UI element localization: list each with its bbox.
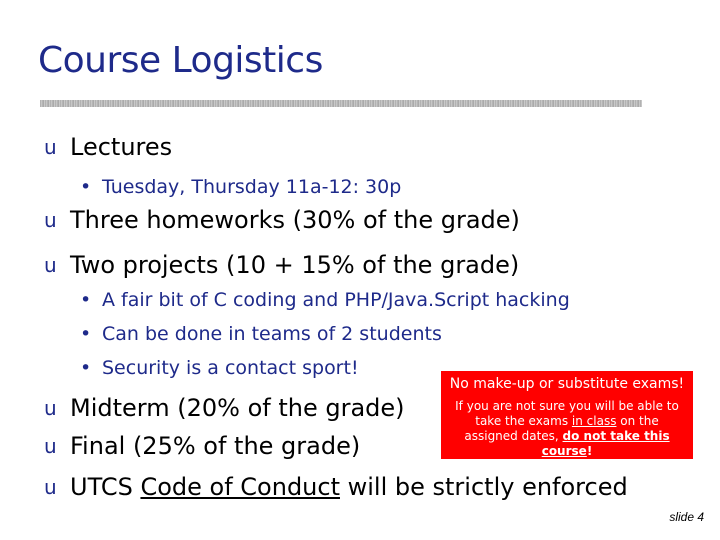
sub-bullet-lectures-text: Tuesday, Thursday 11a-12: 30p	[102, 176, 402, 198]
sub-bullet-dot-icon: •	[80, 357, 92, 379]
slide-title: Course Logistics	[38, 40, 323, 81]
bullet-homeworks	[44, 205, 520, 235]
bullet-icon: u	[44, 208, 57, 232]
sub-bullet-projects-1	[80, 288, 570, 312]
bullet-homeworks-label: Three homeworks (30% of the grade)	[70, 206, 520, 234]
bullet-conduct-prefix: UTCS	[70, 473, 141, 501]
bullet-icon: u	[44, 475, 57, 499]
callout-body	[441, 399, 693, 459]
slide-number: slide 4	[669, 510, 704, 524]
bullet-projects-label: Two projects (10 + 15% of the grade)	[70, 251, 520, 279]
callout-text-in-class: in class	[571, 414, 617, 428]
bullet-icon: u	[44, 396, 57, 420]
sub-bullet-projects-3	[80, 356, 359, 380]
sub-bullet-dot-icon: •	[80, 323, 92, 345]
callout-heading: No make-up or substitute exams!	[449, 376, 685, 392]
title-divider	[40, 100, 642, 107]
sub-bullet-dot-icon: •	[80, 289, 92, 311]
callout-text-a: If you are not sure you will be able to take the exams	[455, 399, 679, 428]
bullet-projects	[44, 250, 519, 280]
sub-bullet-projects-2-text: Can be done in teams of 2 students	[102, 323, 442, 345]
bullet-lectures	[44, 132, 172, 162]
callout-text-c: on the assigned dates,	[464, 414, 659, 443]
sub-bullet-projects-3-text: Security is a contact sport!	[102, 357, 359, 379]
exam-warning-callout	[441, 371, 693, 459]
sub-bullet-projects-1-text: A fair bit of C coding and PHP/Java.Script hacking	[102, 289, 570, 311]
bullet-icon: u	[44, 253, 57, 277]
bullet-lectures-label: Lectures	[70, 133, 173, 161]
bullet-midterm	[44, 393, 405, 423]
code-of-conduct-link[interactable]: Code of Conduct	[140, 473, 340, 501]
bullet-midterm-label: Midterm (20% of the grade)	[70, 394, 405, 422]
bullet-icon: u	[44, 135, 57, 159]
bullet-icon: u	[44, 434, 57, 458]
callout-text-e: !	[586, 444, 593, 458]
bullet-final	[44, 431, 360, 461]
sub-bullet-projects-2	[80, 322, 442, 346]
callout-text-do-not-take: do not take this course	[541, 429, 670, 458]
bullet-final-label: Final (25% of the grade)	[70, 432, 361, 460]
bullet-conduct	[44, 472, 628, 502]
sub-bullet-dot-icon: •	[80, 176, 92, 198]
sub-bullet-lectures	[80, 175, 401, 199]
bullet-conduct-suffix: will be strictly enforced	[340, 473, 628, 501]
